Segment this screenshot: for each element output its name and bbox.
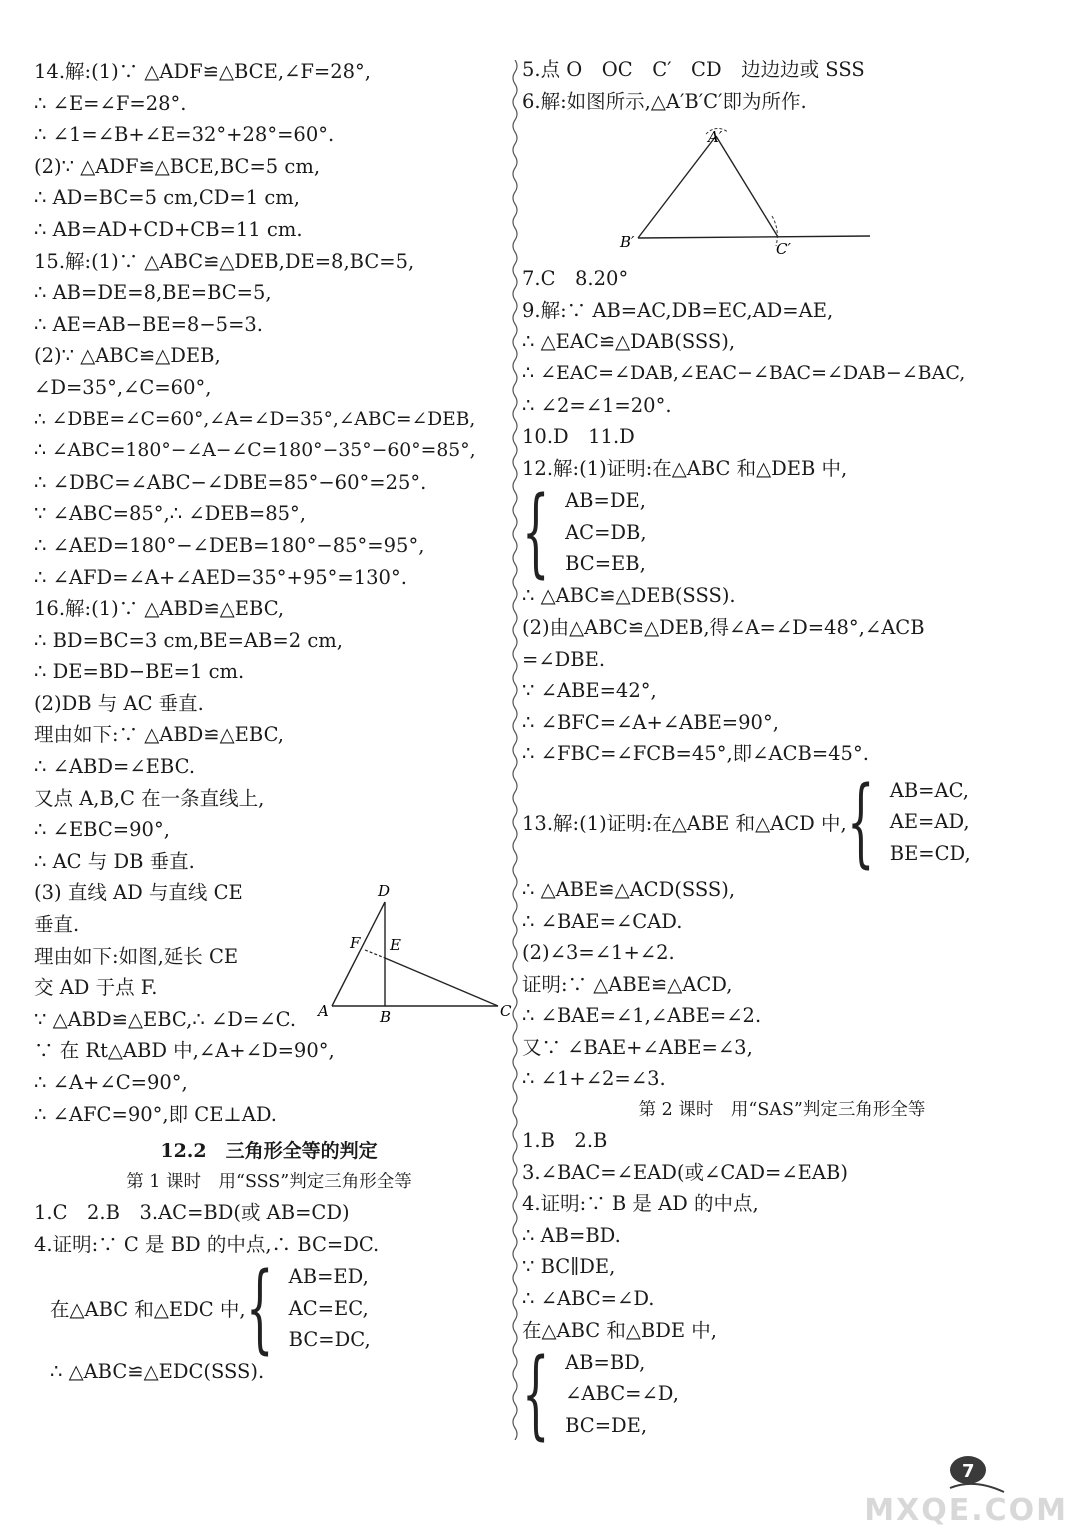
geometry-figure xyxy=(310,876,520,1026)
page-number: 7 xyxy=(962,1461,975,1482)
text-line: 1.C 2.B 3.AC=BD(或 AB=CD) xyxy=(34,1201,350,1225)
section-title: 12.2 三角形全等的判定 xyxy=(160,1140,378,1163)
point-label: B xyxy=(380,1008,392,1026)
brace-icon: { xyxy=(522,476,550,589)
text-line: ∴ AB=BD. xyxy=(522,1223,621,1247)
text-line: ∴ ∠AED=180°−∠DEB=180°−85°=95°, xyxy=(34,533,425,557)
equation: AB=ED, xyxy=(288,1264,369,1288)
text-line: (2)∵ △ABC≌△DEB, xyxy=(34,344,221,368)
side-ac xyxy=(716,136,778,237)
swoosh-icon xyxy=(950,1484,1004,1492)
equation: BE=CD, xyxy=(889,841,971,865)
side-ab xyxy=(638,136,716,238)
equation: AB=DE, xyxy=(565,488,646,512)
answer-14 xyxy=(34,56,504,246)
answer-16 xyxy=(34,593,504,1130)
equation: AB=AC, xyxy=(889,778,969,802)
text-line: 理由如下:如图,延长 CE xyxy=(34,944,239,968)
text-line: 又∵ ∠BAE+∠ABE=∠3, xyxy=(522,1035,753,1059)
text-line: ∴ ∠FBC=∠FCB=45°,即∠ACB=45°. xyxy=(522,742,869,766)
text-line: (2)∵ △ADF≌△BCE,BC=5 cm, xyxy=(34,154,321,178)
triangle-construction-figure xyxy=(612,120,882,270)
text-line: ∴ DE=BD−BE=1 cm. xyxy=(34,660,245,684)
text-line: 交 AD 于点 F. xyxy=(34,976,158,1000)
segment-ad xyxy=(332,902,385,1006)
brace-icon: { xyxy=(522,1338,550,1451)
text-line: ∴ ∠E=∠F=28°. xyxy=(34,91,187,115)
text-line: 9.解:∵ AB=AC,DB=EC,AD=AE, xyxy=(522,298,834,322)
text-line: ∴ AD=BC=5 cm,CD=1 cm, xyxy=(34,186,300,210)
text-line: ∴ ∠AFC=90°,即 CE⊥AD. xyxy=(34,1102,277,1126)
text-line: ∴ △EAC≌△DAB(SSS), xyxy=(522,330,736,354)
equation: ∠ABC=∠D, xyxy=(565,1382,679,1406)
text-line: ∴ ∠1=∠B+∠E=32°+28°=60°. xyxy=(34,123,335,147)
watermark: MXQE.COM xyxy=(864,1493,1068,1528)
text-line: ∴ ∠A+∠C=90°, xyxy=(34,1071,188,1094)
text-line: ∴ ∠ABC=∠D. xyxy=(522,1287,655,1311)
text-line: 4.证明:∵ C 是 BD 的中点,∴ BC=DC. xyxy=(34,1232,380,1256)
text-line: 14.解:(1)∵ △ADF≌△BCE,∠F=28°, xyxy=(34,60,371,83)
equation: AC=EC, xyxy=(288,1296,369,1320)
text-line: ∴ △ABC≌△EDC(SSS). xyxy=(50,1360,265,1384)
point-label: F xyxy=(350,934,361,952)
text-line: 4.证明:∵ B 是 AD 的中点, xyxy=(522,1192,759,1216)
segment-ec xyxy=(385,958,498,1006)
text-line: 理由如下:∵ △ABD≌△EBC, xyxy=(34,723,284,747)
equation-system xyxy=(522,1338,1042,1451)
equation: BC=DC, xyxy=(288,1328,371,1352)
text-line: ∵ ∠ABC=85°,∴ ∠DEB=85°, xyxy=(34,502,306,526)
text-line: ∴ ∠ABD=∠EBC. xyxy=(34,755,196,779)
text-line: 在△ABC 和△EDC 中, xyxy=(50,1298,246,1322)
text-line: =∠DBE. xyxy=(522,647,606,671)
text-line: ∴ ∠BAE=∠1,∠ABE=∠2. xyxy=(522,1004,762,1028)
text-line: ∴ BD=BC=3 cm,BE=AB=2 cm, xyxy=(34,628,343,652)
text-line: 12.解:(1)证明:在△ABC 和△DEB 中, xyxy=(522,456,848,480)
text-line: 垂直. xyxy=(34,913,80,937)
point-label: A xyxy=(318,1002,329,1020)
text-line: 10.D 11.D xyxy=(522,425,635,449)
text-line: ∴ AE=AB−BE=8−5=3. xyxy=(34,312,264,336)
text-line: ∴ ∠BAE=∠CAD. xyxy=(522,909,683,933)
text-line: ∴ AB=DE=8,BE=BC=5, xyxy=(34,281,272,305)
text-line: ∠D=35°,∠C=60°, xyxy=(34,375,212,399)
answer-15 xyxy=(34,246,504,594)
equation: AB=BD, xyxy=(565,1350,646,1374)
text-line: ∴ ∠AFD=∠A+∠AED=35°+95°=130°. xyxy=(34,565,407,589)
equation: BC=EB, xyxy=(565,552,646,576)
text-line: ∵ 在 Rt△ABD 中,∠A+∠D=90°, xyxy=(34,1039,335,1063)
text-line: ∴ ∠DBC=∠ABC−∠DBE=85°−60°=25°. xyxy=(34,470,427,494)
text-line: ∵ BC∥DE, xyxy=(522,1255,616,1279)
text-line: ∴ ∠DBE=∠C=60°,∠A=∠D=35°,∠ABC=∠DEB, xyxy=(34,408,476,430)
equation-system xyxy=(522,476,1042,589)
text-line: ∴ ∠2=∠1=20°. xyxy=(522,393,672,417)
text-line: 16.解:(1)∵ △ABD≌△EBC, xyxy=(34,597,285,621)
equation-system xyxy=(50,1252,504,1365)
point-label: C′ xyxy=(776,240,791,258)
point-label: C xyxy=(500,1002,512,1020)
text-line: 13.解:(1)证明:在△ABE 和△ACD 中, xyxy=(522,811,847,835)
text-line: (2)DB 与 AC 垂直. xyxy=(34,691,204,715)
equation: AC=DB, xyxy=(565,520,647,544)
text-line: ∴ △ABE≌△ACD(SSS), xyxy=(522,877,736,901)
text-line: ∴ ∠1+∠2=∠3. xyxy=(522,1067,666,1091)
equation: AE=AD, xyxy=(889,810,970,834)
text-line: 6.解:如图所示,△A′B′C′即为所作. xyxy=(522,89,807,113)
brace-icon: { xyxy=(846,765,875,878)
text-line: ∴ △ABC≌△DEB(SSS). xyxy=(522,584,736,608)
left-column xyxy=(34,56,504,1388)
text-line: ∴ ∠EAC=∠DAB,∠EAC−∠BAC=∠DAB−∠BAC, xyxy=(522,361,966,384)
point-label: E xyxy=(390,936,401,954)
point-label: A′ xyxy=(708,128,723,146)
text-line: (3) 直线 AD 与直线 CE xyxy=(34,881,243,905)
lesson-title: 第 2 课时 用“SAS”判定三角形全等 xyxy=(638,1100,926,1121)
point-label: B′ xyxy=(620,233,635,251)
text-line: 又点 A,B,C 在一条直线上, xyxy=(34,786,265,810)
text-line: ∴ ∠BFC=∠A+∠ABE=90°, xyxy=(522,710,779,734)
text-line: ∴ ∠EBC=90°, xyxy=(34,818,170,842)
text-line: 1.B 2.B xyxy=(522,1129,608,1153)
text-line: 证明:∵ △ABE≌△ACD, xyxy=(522,972,733,996)
text-line: ∵ ∠ABE=42°, xyxy=(522,679,657,703)
text-line: 15.解:(1)∵ △ABC≌△DEB,DE=8,BC=5, xyxy=(34,249,415,273)
brace-icon: { xyxy=(245,1252,274,1365)
point-label: D xyxy=(378,882,391,900)
text-line: (2)∠3=∠1+∠2. xyxy=(522,941,675,965)
lesson-title: 第 1 课时 用“SSS”判定三角形全等 xyxy=(126,1172,412,1193)
text-line: ∴ ∠ABC=180°−∠A−∠C=180°−35°−60°=85°, xyxy=(34,440,476,462)
text-line: (2)由△ABC≌△DEB,得∠A=∠D=48°,∠ACB xyxy=(522,615,925,639)
segment-fe-dashed xyxy=(365,950,385,958)
text-line: 3.∠BAC=∠EAD(或∠CAD=∠EAB) xyxy=(522,1160,848,1184)
text-line: 7.C 8.20° xyxy=(522,267,629,291)
equation-system xyxy=(522,765,1042,878)
text-line: ∴ AB=AD+CD+CB=11 cm. xyxy=(34,217,303,241)
equation: BC=DE, xyxy=(565,1414,648,1438)
text-line: 在△ABC 和△BDE 中, xyxy=(522,1318,717,1342)
base-line xyxy=(638,236,870,238)
text-line: ∴ AC 与 DB 垂直. xyxy=(34,849,195,873)
text-line: 5.点 O OC C′ CD 边边边或 SSS xyxy=(522,58,865,81)
text-line: ∵ △ABD≌△EBC,∴ ∠D=∠C. xyxy=(34,1007,297,1031)
column-divider xyxy=(510,60,520,1440)
